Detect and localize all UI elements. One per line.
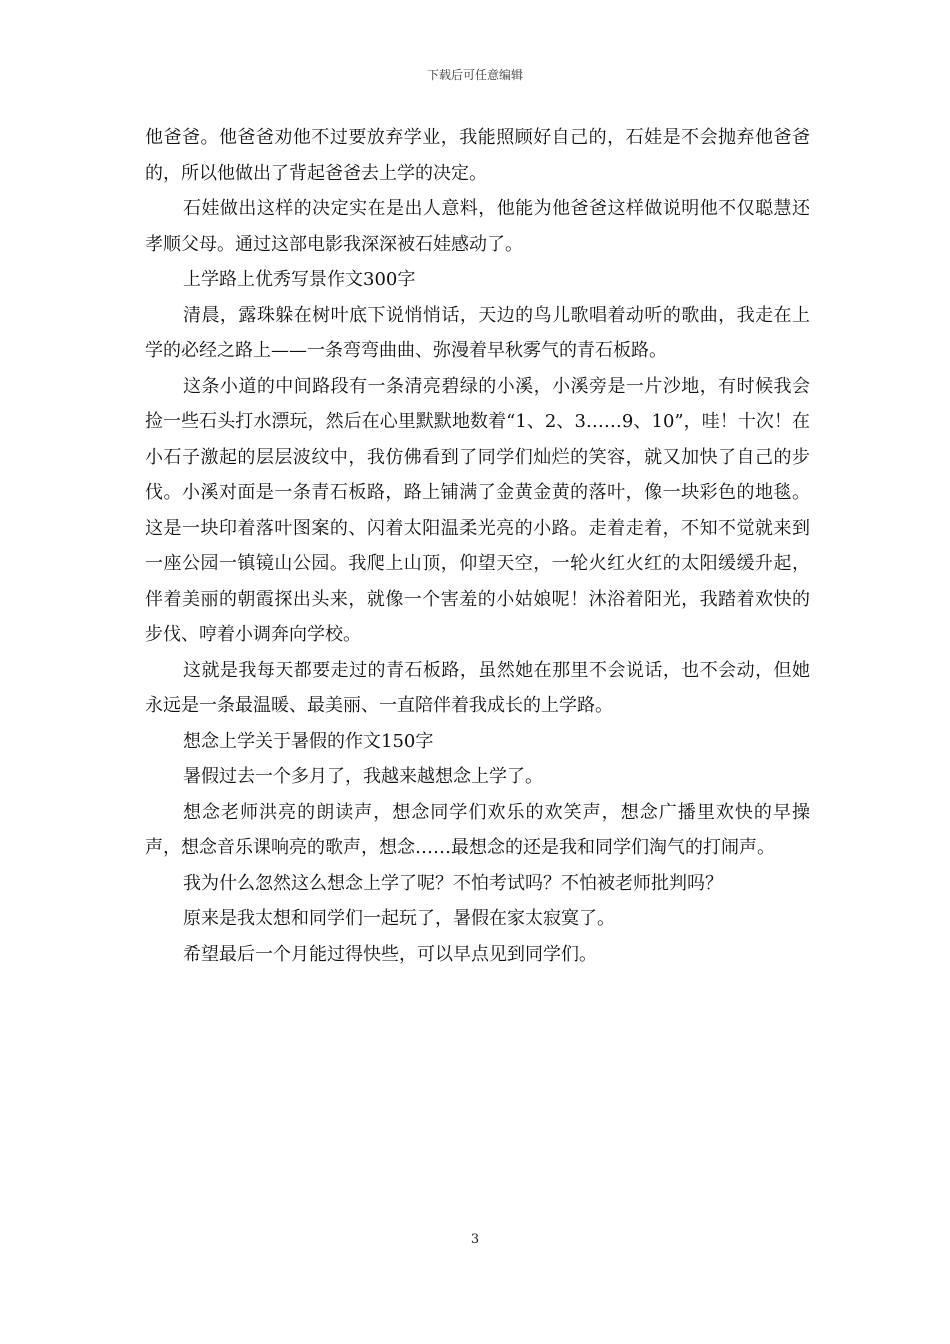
document-body [145, 120, 810, 972]
paragraph-7: 想念老师洪亮的朗读声，想念同学们欢乐的欢笑声，想念广播里欢快的早操声，想念音乐课响亮的歌声，想念……最想念的还是我和同学们淘气的打闹声。 [145, 801, 810, 858]
paragraph-9: 原来是我太想和同学们一起玩了，暑假在家太寂寞了。 [183, 908, 615, 929]
paragraph-10: 希望最后一个月能过得快些，可以早点见到同学们。 [183, 943, 597, 965]
paragraph-2: 石娃做出这样的决定实在是出人意料，他能为他爸爸这样做说明他不仅聪慧还孝顺父母。通过这部电影我深深被石娃感动了。 [145, 198, 810, 255]
paragraph-8: 我为什么忽然这么想念上学了呢？不怕考试吗？不怕被老师批判吗？ [183, 872, 723, 894]
page-number: 3 [470, 1232, 480, 1247]
paragraph-4: 这条小道的中间路段有一条清亮碧绿的小溪，小溪旁是一片沙地，有时候我会捡一些石头打水漂玩，然后在心里默默地数着“1、2、3……9、10”，哇！十次！在小石子激起的层层波纹中，我仿佛看到了同学们灿烂的笑容，就又加快了自己的步伐。小溪对面是一条青石板路，路上铺满了金黄金黄的落叶，像一块彩色的地毯。这是一块印着落叶图案的、闪着太阳温柔光亮的小路。走着走着，不知不觉就来到一座公园一镇镜山公园。我爬上山顶，仰望天空，一轮火红火红的太阳缓缓升起，伴着美丽的朝霞探出头来，就像一个害羞的小姑娘呢！沐浴着阳光，我踏着欢快的步伐、哼着小调奔向学校。 [145, 375, 810, 645]
section-heading-1: 上学路上优秀写景作文300字 [183, 269, 416, 290]
paragraph-1: 他爸爸。他爸爸劝他不过要放弃学业，我能照顾好自己的，石娃是不会抛弃他爸爸的，所以他做出了背起爸爸去上学的决定。 [145, 127, 810, 184]
page-header: 下载后可任意编辑 [426, 68, 523, 82]
paragraph-6: 暑假过去一个多月了，我越来越想念上学了。 [183, 766, 543, 787]
section-heading-2: 想念上学关于暑假的作文150字 [183, 730, 434, 752]
paragraph-3: 清晨，露珠躲在树叶底下说悄悄话，天边的鸟儿歌唱着动听的歌曲，我走在上学的必经之路上——一条弯弯曲曲、弥漫着早秋雾气的青石板路。 [145, 304, 810, 361]
paragraph-5: 这就是我每天都要走过的青石板路，虽然她在那里不会说话，也不会动，但她永远是一条最温暖、最美丽、一直陪伴着我成长的上学路。 [145, 659, 810, 716]
